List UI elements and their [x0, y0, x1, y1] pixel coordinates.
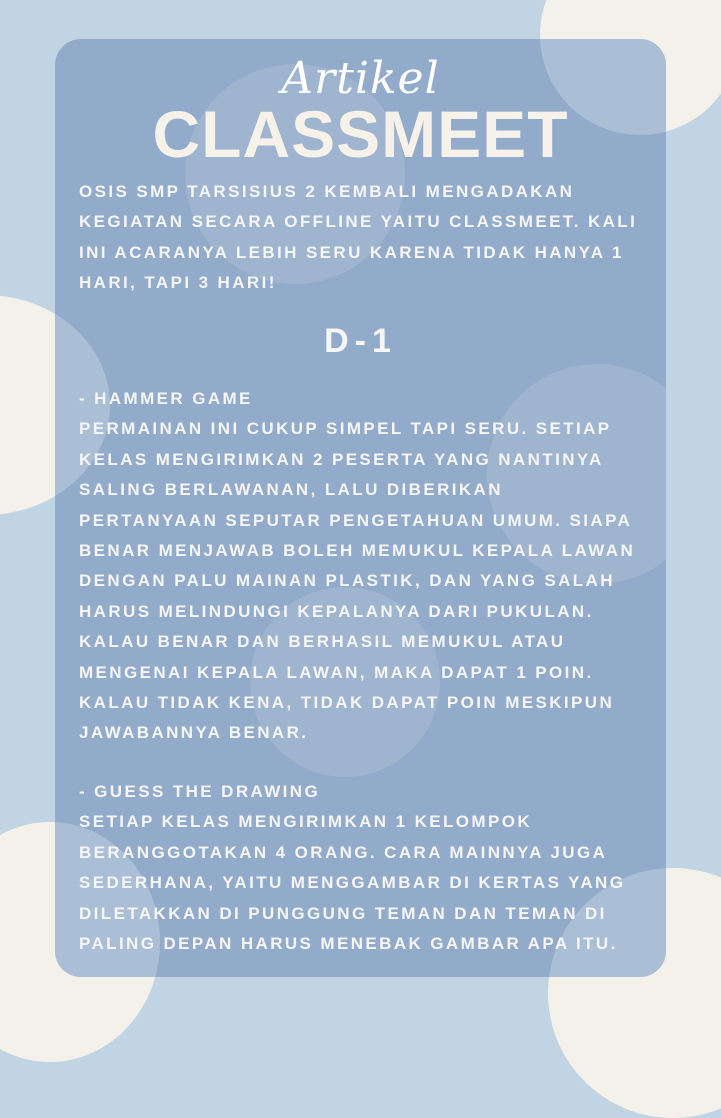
intro-paragraph — [79, 177, 651, 299]
intro-line: KEGIATAN SECARA OFFLINE YAITU CLASSMEET. KALI — [79, 212, 638, 232]
intro-line: HARI, TAPI 3 HARI! — [79, 273, 277, 293]
section-title-hammer-game: - HAMMER GAME — [79, 389, 253, 408]
section-line: KALAU TIDAK KENA, TIDAK DAPAT POIN MESKIPUN — [79, 693, 615, 713]
section-line: SALING BERLAWANAN, LALU DIBERIKAN — [79, 480, 503, 500]
section-line: MENGENAI KEPALA LAWAN, MAKA DAPAT 1 POIN. — [79, 662, 594, 682]
section-line: JAWABANNYA BENAR. — [79, 723, 309, 743]
guess-the-drawing-section — [79, 777, 651, 959]
article-title: CLASSMEET — [152, 97, 569, 171]
section-line: HARUS MELINDUNGI KEPALANYA DARI PUKULAN. — [79, 601, 594, 621]
section-line: KALAU BENAR DAN BERHASIL MEMUKUL ATAU — [79, 632, 566, 652]
section-line: SETIAP KELAS MENGIRIMKAN 1 KELOMPOK — [79, 812, 532, 832]
section-line: DENGAN PALU MAINAN PLASTIK, DAN YANG SALAH — [79, 571, 615, 591]
section-title-guess-the-drawing: - GUESS THE DRAWING — [79, 782, 321, 801]
intro-line: INI ACARANYA LEBIH SERU KARENA TIDAK HANYA 1 — [79, 242, 624, 262]
hammer-game-section — [79, 384, 651, 749]
article-label: Artikel — [281, 53, 440, 104]
section-line: DILETAKKAN DI PUNGGUNG TEMAN DAN TEMAN DI — [79, 903, 607, 923]
section-line: BENAR MENJAWAB BOLEH MEMUKUL KEPALA LAWAN — [79, 541, 636, 561]
section-line: PALING DEPAN HARUS MENEBAK GAMBAR APA ITU. — [79, 934, 618, 954]
article-content — [55, 39, 666, 977]
section-line: BERANGGOTAKAN 4 ORANG. CARA MAINNYA JUGA — [79, 842, 608, 862]
section-line: PERMAINAN INI CUKUP SIMPEL TAPI SERU. SETIAP — [79, 419, 612, 439]
day-heading: D-1 — [324, 322, 397, 360]
section-line: KELAS MENGIRIMKAN 2 PESERTA YANG NANTINYA — [79, 449, 604, 469]
section-line: PERTANYAAN SEPUTAR PENGETAHUAN UMUM. SIAPA — [79, 510, 633, 530]
article-card — [55, 39, 666, 977]
section-line: SEDERHANA, YAITU MENGGAMBAR DI KERTAS YANG — [79, 873, 626, 893]
intro-line: OSIS SMP TARSISIUS 2 KEMBALI MENGADAKAN — [79, 182, 575, 201]
